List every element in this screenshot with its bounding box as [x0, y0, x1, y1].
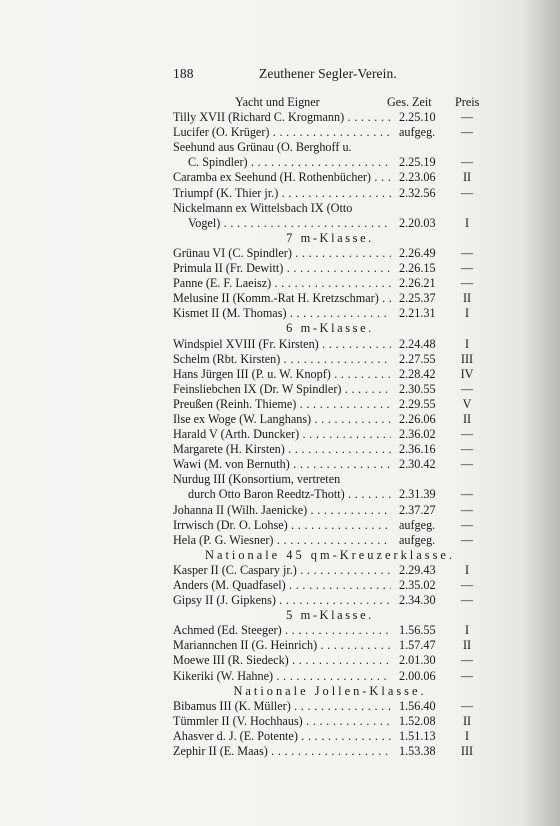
elapsed-time: 2.23.06	[399, 170, 436, 185]
prize-rank: —	[460, 668, 474, 683]
prize-rank: II	[462, 411, 472, 426]
prize-rank: I	[464, 336, 470, 351]
yacht-and-owner: Wawi (M. von Bernuth) . . .	[173, 457, 391, 472]
elapsed-time: 1.57.47	[399, 638, 436, 653]
result-row	[173, 427, 487, 442]
result-row	[173, 593, 487, 608]
elapsed-time: 2.01.30	[399, 653, 436, 668]
prize-rank: —	[460, 457, 474, 472]
result-row	[173, 653, 487, 668]
result-row	[173, 457, 487, 472]
prize-rank: II	[462, 638, 472, 653]
yacht-and-owner: Preußen (Reinh. Thieme) . . .	[173, 397, 391, 412]
elapsed-time: 2.31.39	[399, 487, 436, 502]
result-row	[173, 533, 487, 548]
yacht-and-owner: Achmed (Ed. Steeger) . . .	[173, 623, 391, 638]
class-heading: Nationale 45 qm-Kreuzerklasse.	[205, 547, 455, 562]
yacht-and-owner: Zephir II (E. Maas) . . .	[173, 744, 391, 759]
result-row	[173, 261, 487, 276]
class-heading: 5 m-Klasse.	[286, 608, 374, 623]
yacht-and-owner: Bibamus III (K. Müller) . . .	[173, 699, 391, 714]
result-row	[173, 669, 487, 684]
elapsed-time: 1.56.55	[399, 623, 436, 638]
result-row	[173, 170, 487, 185]
yacht-and-owner: Caramba ex Seehund (H. Rothenbücher) . . .	[173, 170, 391, 185]
elapsed-time: 2.35.02	[399, 578, 436, 592]
prize-rank: —	[460, 185, 474, 200]
yacht-and-owner: Moewe III (R. Siedeck) . . .	[173, 653, 391, 668]
prize-rank: IV	[460, 366, 474, 381]
class-heading: Nationale Jollen-Klasse.	[233, 683, 427, 698]
page-header	[173, 66, 397, 82]
yacht-and-owner: Harald V (Arth. Duncker) . . .	[173, 427, 391, 442]
elapsed-time: 2.26.15	[399, 261, 436, 276]
elapsed-time: 2.00.06	[399, 668, 436, 683]
elapsed-time: 2.32.56	[399, 185, 436, 200]
class-heading: 6 m-Klasse.	[286, 321, 374, 336]
prize-rank: I	[464, 306, 470, 321]
result-row	[173, 412, 487, 427]
prize-rank: —	[460, 276, 474, 291]
results-table	[173, 95, 487, 759]
result-row	[173, 367, 487, 382]
elapsed-time: 1.56.40	[399, 698, 436, 713]
result-row	[173, 638, 487, 653]
prize-rank: II	[462, 170, 472, 185]
result-row	[173, 201, 487, 216]
page-number: 188	[173, 66, 194, 81]
result-row	[173, 503, 487, 518]
result-row	[173, 442, 487, 457]
yacht-and-owner: Kismet II (M. Thomas) . . .	[173, 306, 391, 321]
prize-rank: —	[460, 502, 474, 517]
prize-rank: I	[464, 728, 470, 743]
result-row-continuation	[173, 155, 487, 170]
yacht-and-owner: Kikeriki (W. Hahne) . . .	[173, 669, 391, 684]
elapsed-time: 2.24.48	[399, 336, 436, 351]
result-row	[173, 276, 487, 291]
result-row	[173, 744, 487, 759]
result-row	[173, 397, 487, 412]
yacht-and-owner: Ilse ex Woge (W. Langhans) . . .	[173, 412, 391, 427]
result-row	[173, 699, 487, 714]
elapsed-time: 2.30.55	[399, 381, 436, 396]
elapsed-time: 2.26.49	[399, 245, 436, 260]
yacht-and-owner: Panne (E. F. Laeisz) . . .	[173, 276, 391, 291]
result-row	[173, 186, 487, 201]
yacht-and-owner-continued: durch Otto Baron Reedtz-Thott) . . .	[188, 487, 391, 502]
yacht-and-owner: Hela (P. G. Wiesner) . . .	[173, 533, 391, 548]
yacht-and-owner: Ahasver d. J. (E. Potente) . . .	[173, 729, 391, 744]
result-row	[173, 337, 487, 352]
result-row	[173, 246, 487, 261]
elapsed-time: 2.30.42	[399, 457, 436, 472]
elapsed-time: aufgeg.	[399, 517, 436, 532]
class-heading: 7 m-Klasse.	[286, 230, 374, 245]
prize-rank: —	[460, 245, 474, 260]
result-row	[173, 714, 487, 729]
prize-rank: —	[460, 578, 474, 592]
prize-rank: —	[460, 261, 474, 276]
prize-rank: —	[460, 517, 474, 532]
elapsed-time: 2.20.03	[399, 215, 436, 230]
yacht-and-owner: Gipsy II (J. Gipkens) . . .	[173, 593, 391, 608]
prize-rank: II	[462, 713, 472, 728]
prize-rank: —	[460, 427, 474, 442]
elapsed-time: 2.21.31	[399, 306, 436, 321]
yacht-and-owner: Nurdug III (Konsortium, vertreten	[173, 472, 341, 487]
column-header-row	[173, 95, 487, 110]
yacht-and-owner: Melusine II (Komm.-Rat H. Kretzschmar) . . .	[173, 291, 391, 306]
elapsed-time: 2.34.30	[399, 593, 436, 608]
elapsed-time: aufgeg.	[399, 125, 436, 140]
prize-rank: —	[460, 698, 474, 713]
yacht-and-owner: Nickelmann ex Wittelsbach IX (Otto	[173, 200, 353, 215]
result-row	[173, 306, 487, 321]
elapsed-time: 2.36.16	[399, 442, 436, 457]
prize-rank: III	[460, 351, 474, 366]
yacht-and-owner: Grünau VI (C. Spindler) . . .	[173, 246, 391, 261]
yacht-and-owner: Kasper II (C. Caspary jr.) . . .	[173, 563, 391, 578]
elapsed-time: 2.25.37	[399, 291, 436, 306]
running-title: Zeuthener Segler-Verein.	[259, 66, 397, 81]
column-header-time: Ges. Zeit	[387, 95, 432, 109]
elapsed-time: 2.27.55	[399, 351, 436, 366]
elapsed-time: 2.26.21	[399, 276, 436, 291]
result-row	[173, 382, 487, 397]
result-row	[173, 472, 487, 487]
yacht-and-owner: Anders (M. Quadfasel) . . .	[173, 578, 391, 593]
elapsed-time: 2.29.55	[399, 396, 436, 411]
elapsed-time: 1.51.13	[399, 728, 436, 743]
elapsed-time: 2.28.42	[399, 366, 436, 381]
yacht-and-owner: Primula II (Fr. Dewitt) . . .	[173, 261, 391, 276]
prize-rank: —	[460, 487, 474, 502]
elapsed-time: 2.26.06	[399, 411, 436, 426]
yacht-and-owner: Windspiel XVIII (Fr. Kirsten) . . .	[173, 337, 391, 352]
prize-rank: I	[464, 623, 470, 638]
elapsed-time: 1.52.08	[399, 713, 436, 728]
prize-rank: —	[460, 532, 474, 547]
elapsed-time: aufgeg.	[399, 532, 436, 547]
elapsed-time: 2.36.02	[399, 427, 436, 442]
elapsed-time: 2.25.10	[399, 110, 436, 125]
yacht-and-owner: Irrwisch (Dr. O. Lohse) . . .	[173, 518, 391, 533]
elapsed-time: 2.29.43	[399, 562, 436, 577]
yacht-and-owner: Tilly XVII (Richard C. Krogmann) . . .	[173, 110, 391, 125]
prize-rank: —	[460, 442, 474, 457]
yacht-and-owner-continued: C. Spindler) . . .	[188, 155, 391, 170]
prize-rank: —	[460, 381, 474, 396]
result-row	[173, 578, 487, 593]
prize-rank: V	[462, 396, 472, 411]
yacht-and-owner: Lucifer (O. Krüger) . . .	[173, 125, 391, 140]
yacht-and-owner: Tümmler II (V. Hochhaus) . . .	[173, 714, 391, 729]
result-row	[173, 125, 487, 140]
elapsed-time: 2.25.19	[399, 155, 436, 170]
prize-rank: —	[460, 155, 474, 170]
elapsed-time: 2.37.27	[399, 502, 436, 517]
prize-rank: —	[460, 653, 474, 668]
result-row	[173, 729, 487, 744]
prize-rank: —	[460, 125, 474, 140]
result-row	[173, 623, 487, 638]
yacht-and-owner: Hans Jürgen III (P. u. W. Knopf) . . .	[173, 367, 391, 382]
yacht-and-owner: Schelm (Rbt. Kirsten) . . .	[173, 352, 391, 367]
yacht-and-owner: Johanna II (Wilh. Jaenicke) . . .	[173, 503, 391, 518]
prize-rank: —	[460, 593, 474, 608]
result-row	[173, 352, 487, 367]
prize-rank: I	[464, 562, 470, 577]
yacht-and-owner: Feinsliebchen IX (Dr. W Spindler) . . .	[173, 382, 391, 397]
prize-rank: III	[460, 744, 474, 759]
yacht-and-owner: Seehund aus Grünau (O. Berghoff u.	[173, 140, 352, 155]
elapsed-time: 1.53.38	[399, 744, 436, 759]
prize-rank: II	[462, 291, 472, 306]
prize-rank: I	[464, 215, 470, 230]
result-row	[173, 140, 487, 155]
yacht-and-owner: Mariannchen II (G. Heinrich) . . .	[173, 638, 391, 653]
result-row-continuation	[173, 487, 487, 502]
yacht-and-owner-continued: Vogel) . . .	[188, 216, 391, 231]
yacht-and-owner: Triumpf (K. Thier jr.) . . .	[173, 186, 391, 201]
column-header-name: Yacht und Eigner	[235, 95, 320, 109]
column-header-preis: Preis	[455, 95, 480, 109]
result-row-continuation	[173, 216, 487, 231]
result-row	[173, 518, 487, 533]
prize-rank: —	[460, 110, 474, 125]
result-row	[173, 110, 487, 125]
yacht-and-owner: Margarete (H. Kirsten) . . .	[173, 442, 391, 457]
result-row	[173, 563, 487, 578]
result-row	[173, 291, 487, 306]
